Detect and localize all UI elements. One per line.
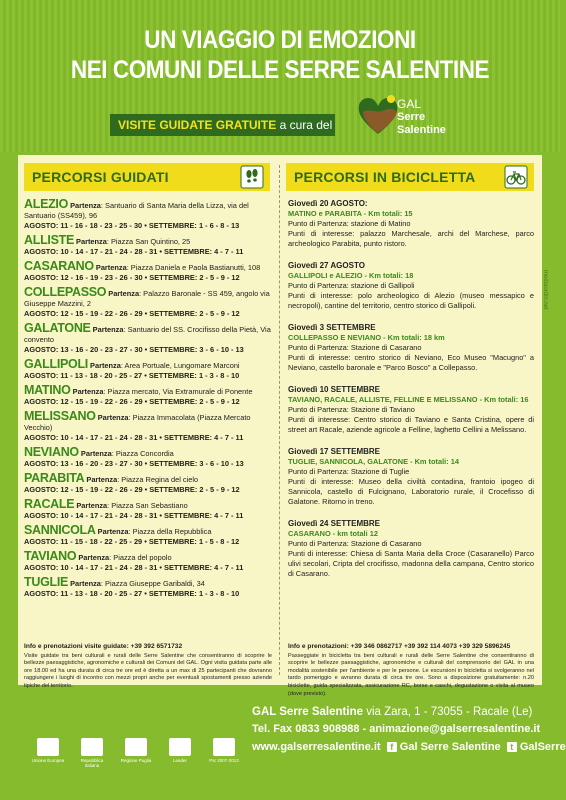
footer-logo <box>118 738 154 763</box>
info-visite-title: Info e prenotazioni visite guidate: +39 392 6571732 <box>24 643 183 650</box>
tour-dates: AGOSTO: 10 - 14 - 17 - 21 - 24 - 28 - 31 • SETTEMBRE: 4 - 7 - 11 <box>24 511 244 520</box>
footer-logo-label: Leader <box>172 758 187 763</box>
ride-interest: Punti di interesse: palazzo Marchesale, archi del Marchese, parco archeologico Parabita, punto ristoro. <box>288 229 534 248</box>
tour-start-place: : Piazza Daniela e Paola Bastianutti, 108 <box>126 263 261 272</box>
tour-town: SANNICOLA <box>24 523 96 537</box>
guided-tour-entry <box>24 359 272 381</box>
guided-tour-entry <box>24 551 272 573</box>
tour-dates: AGOSTO: 13 - 16 - 20 - 23 - 27 - 30 • SETTEMBRE: 3 - 6 - 10 - 13 <box>24 459 244 468</box>
side-credit: mediaordin.net <box>542 270 548 310</box>
footer-logo <box>206 738 242 763</box>
bicycle-icon <box>504 165 528 189</box>
bike-ride-entry <box>288 261 534 311</box>
ride-interest: Punti di interesse: Centro storico di Taviano e Santa Cristina, opere di street art Racale, aziende agricole a Felline, laghetto Cellini a Melissano. <box>288 415 534 434</box>
ride-start: Punto di Partenza: Stazione di Taviano <box>288 405 415 414</box>
visite-band <box>110 114 335 136</box>
tour-start-place: : Piazza Giuseppe Garibaldi, 34 <box>100 579 205 588</box>
tour-start-place: : Piazza Concordia <box>111 449 174 458</box>
percorsi-bicicletta-list <box>288 199 534 591</box>
bike-ride-entry <box>288 519 534 579</box>
footer-logo-label: Regione Puglia <box>120 758 152 763</box>
ride-date: Giovedì 10 SETTEMBRE <box>288 385 381 394</box>
footer-twitter-link[interactable]: GalSerre <box>519 741 566 753</box>
gal-logo-line-3: Salentine <box>397 124 446 136</box>
footer-logos <box>30 738 260 776</box>
tour-start-place: : Piazza della Repubblica <box>128 527 212 536</box>
tour-town: MATINO <box>24 383 71 397</box>
footer-address: via Zara, 1 - 73055 - Racale (Le) <box>363 706 533 718</box>
guided-tour-entry <box>24 447 272 469</box>
footer-info <box>252 704 566 756</box>
tour-dates: AGOSTO: 12 - 15 - 19 - 22 - 26 - 29 • SETTEMBRE: 2 - 5 - 9 - 12 <box>24 309 240 318</box>
tour-town: CASARANO <box>24 259 94 273</box>
tour-start-label: Partenza <box>70 201 101 210</box>
tour-start-place: : Piazza San Quintino, 25 <box>106 237 191 246</box>
percorsi-bicicletta-heading <box>286 163 534 191</box>
footer-logo-icon <box>213 738 235 756</box>
tour-town: NEVIANO <box>24 445 79 459</box>
tour-start-label: Partenza <box>78 553 110 562</box>
ride-route: TUGLIE, SANNICOLA, GALATONE - Km totali: 14 <box>288 457 459 466</box>
tour-start-label: Partenza <box>76 237 107 246</box>
tour-start-place: : Piazza San Sebastiano <box>107 501 188 510</box>
tour-dates: AGOSTO: 11 - 16 - 18 - 23 - 25 - 30 • SETTEMBRE: 1 - 6 - 8 - 13 <box>24 221 240 230</box>
tour-dates: AGOSTO: 12 - 15 - 19 - 22 - 26 - 29 • SETTEMBRE: 2 - 5 - 9 - 12 <box>24 485 240 494</box>
ride-start: Punto di Partenza: Stazione di Tuglie <box>288 467 410 476</box>
footer-logo-icon <box>81 738 103 756</box>
ride-start: Punto di Partenza: Stazione di Casarano <box>288 343 422 352</box>
tour-start-place: : Piazza Immacolata (Piazza Mercato Vecchio) <box>24 413 251 432</box>
tour-start-place: : Piazza mercato, Via Extramurale di Ponente <box>103 387 253 396</box>
percorsi-guidati-title: PERCORSI GUIDATI <box>32 169 169 185</box>
footer-website-link[interactable]: www.galserresalentine.it <box>252 741 381 753</box>
tour-dates: AGOSTO: 13 - 16 - 20 - 23 - 27 - 30 • SETTEMBRE: 3 - 6 - 10 - 13 <box>24 345 244 354</box>
guided-tour-entry <box>24 385 272 407</box>
guided-tour-entry <box>24 287 272 319</box>
ride-route: COLLEPASSO E NEVIANO - Km totali: 18 km <box>288 333 445 342</box>
guided-tour-entry <box>24 261 272 283</box>
tour-start-label: Partenza <box>97 413 129 422</box>
tour-town: ALLISTE <box>24 233 74 247</box>
ride-route: MATINO e PARABITA - Km totali: 15 <box>288 209 413 218</box>
footer-logo-label: Psr 2007-2013 <box>209 758 239 763</box>
ride-date: Giovedì 17 SETTEMBRE <box>288 447 381 456</box>
footer-logo <box>162 738 198 763</box>
ride-interest: Punti di interesse: Museo della civiltà contadina, frantoio ipogeo di Sannicola, castello di Fulcignano, Laboratorio rurale, il Crocefisso di Galatone. Ritorno in treno. <box>288 477 534 506</box>
bike-ride-entry <box>288 385 534 435</box>
info-visite-text: Visite guidate tra beni culturali e rurali delle Serre Salentine che consentiranno di scoprire le bellezze paesaggistiche, agronomiche e culturali dei Comuni del GAL. Ogni visita guidata parte alle ore 18.00 ed ha una durata di circa tre ore ed è diretta a un max di 25 partecipanti che dovranno raggiungere i luoghi di incontro con mezzi propri anche per eventuali spostamenti presso aziende tipiche del territorio. <box>24 652 272 689</box>
footer-logo-icon <box>125 738 147 756</box>
tour-town: PARABITA <box>24 471 85 485</box>
percorsi-guidati-heading <box>24 163 270 191</box>
footer-facebook-link[interactable]: Gal Serre Salentine <box>399 741 501 753</box>
gal-logo-line-2: Serre <box>397 111 426 123</box>
tour-dates: AGOSTO: 11 - 13 - 18 - 20 - 25 - 27 • SETTEMBRE: 1 - 3 - 8 - 10 <box>24 371 240 380</box>
facebook-icon: f <box>387 742 397 752</box>
tour-start-label: Partenza <box>90 361 121 370</box>
percorsi-bicicletta-title: PERCORSI IN BICICLETTA <box>294 169 476 185</box>
tour-town: RACALE <box>24 497 75 511</box>
ride-date: Giovedì 27 AGOSTO <box>288 261 365 270</box>
info-visite <box>24 643 272 691</box>
bike-ride-entry <box>288 323 534 373</box>
bike-ride-entry <box>288 447 534 507</box>
tour-start-label: Partenza <box>70 579 101 588</box>
tour-start-label: Partenza <box>86 475 118 484</box>
guided-tour-entry <box>24 577 272 599</box>
heart-logo-icon <box>355 92 401 136</box>
tour-town: TAVIANO <box>24 549 77 563</box>
percorsi-guidati-list <box>24 199 272 603</box>
guided-tour-entry <box>24 199 272 231</box>
footer-logo-label: Repubblica Italiana <box>80 758 104 768</box>
ride-start: Punto di Partenza: stazione di Matino <box>288 219 411 228</box>
tour-dates: AGOSTO: 10 - 14 - 17 - 21 - 24 - 28 - 31 • SETTEMBRE: 4 - 7 - 11 <box>24 247 244 256</box>
twitter-icon: t <box>507 742 517 752</box>
tour-start-label: Partenza <box>92 325 124 334</box>
tour-town: GALLIPOLI <box>24 357 88 371</box>
ride-date: Giovedì 3 SETTEMBRE <box>288 323 376 332</box>
tour-town: COLLEPASSO <box>24 285 107 299</box>
title-line-1: UN VIAGGIO DI EMOZIONI <box>144 26 416 54</box>
title-line-2: NEI COMUNI DELLE SERRE SALENTINE <box>70 56 490 84</box>
visite-rest: a cura del <box>276 118 333 132</box>
tour-town: ALEZIO <box>24 197 69 211</box>
tour-dates: AGOSTO: 12 - 15 - 19 - 22 - 26 - 29 • SETTEMBRE: 2 - 5 - 9 - 12 <box>24 397 240 406</box>
ride-route: GALLIPOLI e ALEZIO - Km totali: 18 <box>288 271 414 280</box>
ride-start: Punto di Partenza: Stazione di Casarano <box>288 539 422 548</box>
guided-tour-entry <box>24 525 272 547</box>
gal-logo-text <box>397 98 446 137</box>
tour-dates: AGOSTO: 10 - 14 - 17 - 21 - 24 - 28 - 31 • SETTEMBRE: 4 - 7 - 11 <box>24 433 244 442</box>
bike-ride-entry <box>288 199 534 249</box>
gal-logo <box>355 86 465 144</box>
tour-start-label: Partenza <box>72 387 104 396</box>
tour-start-place: : Santuario di Santa Maria della Lizza, via del Santuario (SS459), 96 <box>24 201 249 220</box>
tour-dates: AGOSTO: 12 - 16 - 19 - 23 - 26 - 30 • SETTEMBRE: 2 - 5 - 9 - 12 <box>24 273 240 282</box>
ride-interest: Punti di interesse: Chiesa di Santa Maria della Croce (Casaranello) Parco ulivi secolari, Cripta del crocifisso, madonna della campana, Centro storico di Casarano. <box>288 549 534 578</box>
tour-town: MELISSANO <box>24 409 96 423</box>
footer-logo-icon <box>37 738 59 756</box>
info-bicicletta <box>288 643 534 698</box>
header-banner <box>0 0 560 152</box>
tour-start-place: : Santuario del SS. Crocifisso della Pietà, Via convento <box>24 325 271 344</box>
tour-start-label: Partenza <box>97 527 129 536</box>
tour-start-place: : Area Portuale, Lungomare Marconi <box>120 361 240 370</box>
footer-logo <box>74 738 110 768</box>
tour-start-place: : Piazza Regina del cielo <box>117 475 199 484</box>
tour-start-label: Partenza <box>80 449 112 458</box>
info-bicicletta-text: Passeggiate in bicicletta tra beni culturali e rurali delle Serre Salentine che consentiranno di scoprire le bellezze paesaggistiche, agronomiche e culturali del comprensorio del GAL in una modalità sostenibile per l'ambiente e per le persone. Le escursioni in bicicletta si svolgeranno nel tardo pomeriggio e avranno durata di circa tre ore. Sono a disposizione gratuitamente: n.20 biciclette, guida specializzata, assicurazione RC, borse e caschi, degustazione o visita al museo (dove previsto). <box>288 652 534 697</box>
tour-town: TUGLIE <box>24 575 69 589</box>
tour-start-label: Partenza <box>95 263 127 272</box>
guided-tour-entry <box>24 473 272 495</box>
guided-tour-entry <box>24 499 272 521</box>
tour-dates: AGOSTO: 11 - 13 - 18 - 20 - 25 - 27 • SETTEMBRE: 1 - 3 - 8 - 10 <box>24 589 240 598</box>
guided-tour-entry <box>24 411 272 443</box>
ride-interest: Punti di interesse: centro storico di Neviano, Eco Museo "Macugno" a Neviano, castello baronale e "Parco Bosco" a Collepasso. <box>288 353 534 372</box>
footer-tel: Tel. Fax 0833 908988 - animazione@galserresalentine.it <box>252 723 541 735</box>
ride-route: CASARANO - km totali 12 <box>288 529 378 538</box>
guided-tour-entry <box>24 323 272 355</box>
gal-logo-line-1: GAL <box>397 97 422 111</box>
footprints-icon <box>240 165 264 189</box>
ride-start: Punto di Partenza: stazione di Gallipoli <box>288 281 415 290</box>
footer-gal-name: GAL Serre Salentine <box>252 706 363 718</box>
tour-dates: AGOSTO: 10 - 14 - 17 - 21 - 24 - 28 - 31 • SETTEMBRE: 4 - 7 - 11 <box>24 563 244 572</box>
guided-tour-entry <box>24 235 272 257</box>
ride-date: Giovedì 24 SETTEMBRE <box>288 519 381 528</box>
ride-route: TAVIANO, RACALE, ALLISTE, FELLINE E MELISSANO - Km totali: 16 <box>288 395 529 404</box>
content-panel <box>18 155 542 697</box>
tour-start-label: Partenza <box>108 289 140 298</box>
footer-logo-label: Unione Europea <box>31 758 65 763</box>
footer-logo-icon <box>169 738 191 756</box>
tour-start-place: : Palazzo Baronale - SS 459, angolo via Giuseppe Mazzini, 2 <box>24 289 270 308</box>
visite-highlight: VISITE GUIDATE GRATUITE <box>118 118 277 132</box>
tour-town: GALATONE <box>24 321 91 335</box>
ride-date: Giovedì 20 AGOSTO: <box>288 199 368 208</box>
tour-start-place: : Piazza del popolo <box>109 553 172 562</box>
tour-start-label: Partenza <box>76 501 108 510</box>
footer-logo <box>30 738 66 763</box>
tour-dates: AGOSTO: 11 - 15 - 18 - 22 - 25 - 29 • SETTEMBRE: 1 - 5 - 8 - 12 <box>24 537 240 546</box>
column-divider <box>279 165 280 675</box>
info-bicicletta-title: Info e prenotazioni: +39 346 0862717 +39 392 114 4073 +39 329 5896245 <box>288 643 511 650</box>
ride-interest: Punti di interesse: polo archeologico di Alezio (museo messapico e necropoli), cantine del territorio, centro storico di Gallipoli. <box>288 291 534 310</box>
